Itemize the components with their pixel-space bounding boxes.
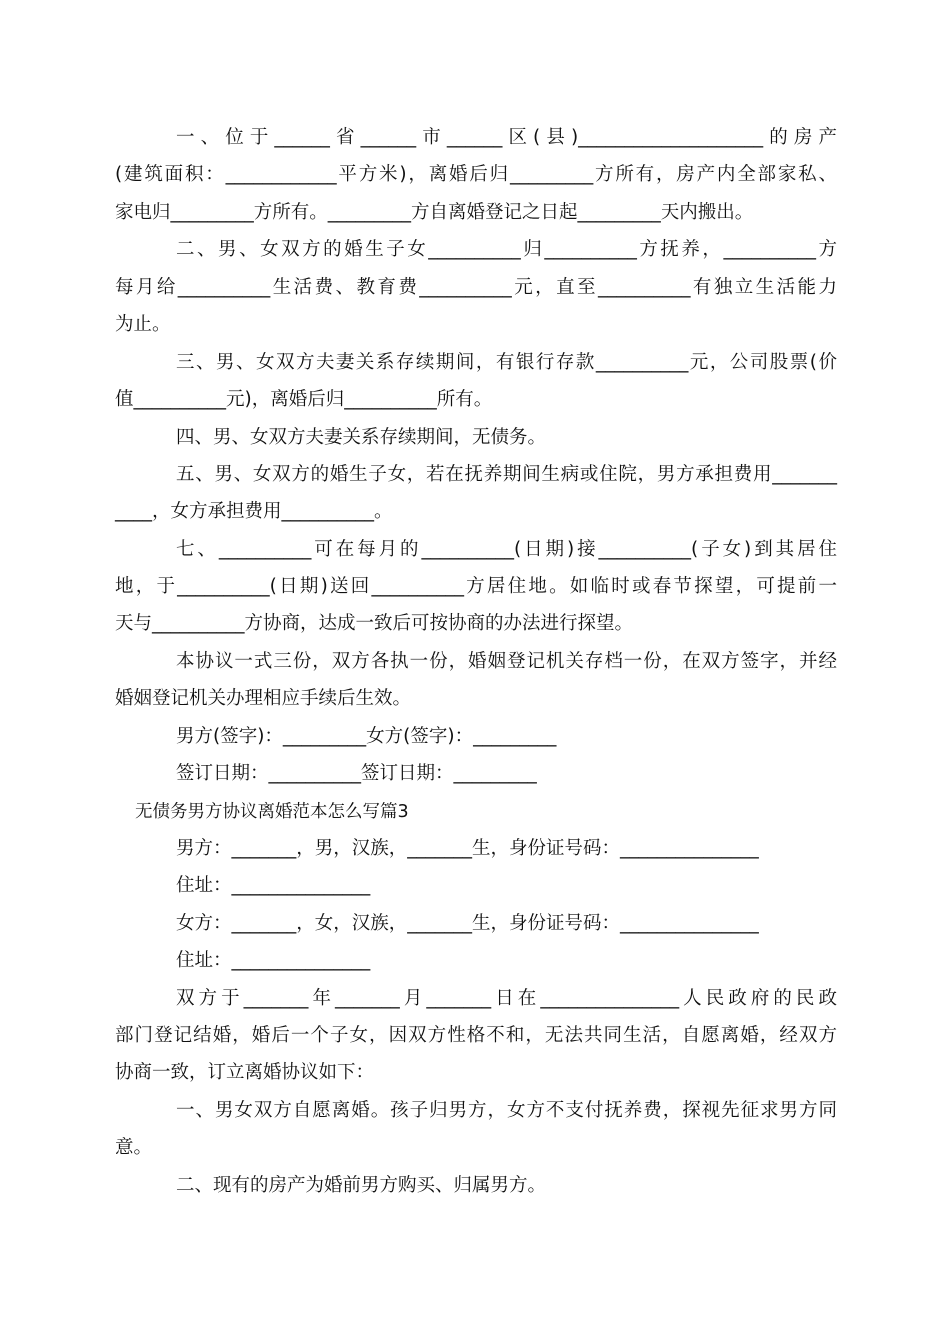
agreement-copies-line-1: 本协议一式三份，双方各执一份，婚姻登记机关存档一份，在双方签字，并经 xyxy=(176,651,837,672)
clause-3-line-2: 值__________元)，离婚后归__________所有。 xyxy=(115,389,493,410)
clause-7-line-3: 天与__________方协商，达成一致后可按协商的办法进行探望。 xyxy=(115,613,634,634)
wife-address-line: 住址：_______________ xyxy=(176,950,371,971)
clause-7-line-1: 七、__________可在每月的__________(日期)接__________(子女)到其居住 xyxy=(176,539,837,560)
clause-2-line-1: 二、男、女双方的婚生子女__________归__________方抚养，__________方 xyxy=(176,239,837,260)
clause-5-line-1: 五、男、女双方的婚生子女，若在抚养期间生病或住院，男方承担费用_______ xyxy=(176,464,837,485)
marriage-statement-line-3: 协商一致，订立离婚协议如下： xyxy=(115,1062,375,1083)
marriage-statement-line-1: 双方于_______年_______月_______日在_______________人民政府的民政 xyxy=(176,988,837,1009)
sign-date-line: 签订日期：__________签订日期：_________ xyxy=(176,763,537,784)
clause-2-line-3: 为止。 xyxy=(115,314,171,335)
wife-info-line: 女方：_______，女，汉族，_______生，身份证号码：_______________ xyxy=(176,913,759,934)
clause-4-line-1: 四、男、女双方夫妻关系存续期间，无债务。 xyxy=(176,427,547,448)
new-clause-1-line-1: 一、男女双方自愿离婚。孩子归男方，女方不支付抚养费，探视先征求男方同 xyxy=(176,1100,837,1121)
clause-2-line-2: 每月给__________生活费、教育费__________元，直至__________有独立生活能力 xyxy=(115,277,837,298)
agreement-copies-line-2: 婚姻登记机关办理相应手续后生效。 xyxy=(115,688,412,709)
new-clause-2-line-1: 二、现有的房产为婚前男方购买、归属男方。 xyxy=(176,1175,547,1196)
clause-1-line-1: 一、位于______省______市______区(县)____________________的房产 xyxy=(176,127,837,148)
clause-7-line-2: 地，于__________(日期)送回__________方居住地。如临时或春节探望，可提前一 xyxy=(115,576,837,597)
husband-address-line: 住址：_______________ xyxy=(176,875,371,896)
clause-1-line-2: (建筑面积：____________平方米)，离婚后归_________方所有，房产内全部家私、 xyxy=(115,164,837,185)
clause-1-line-3: 家电归_________方所有。_________方自离婚登记之日起_________天内搬出。 xyxy=(115,202,754,223)
clause-3-line-1: 三、男、女双方夫妻关系存续期间，有银行存款__________元，公司股票(价 xyxy=(176,352,837,373)
new-clause-1-line-2: 意。 xyxy=(115,1137,153,1158)
signature-line: 男方(签字)：_________女方(签字)：_________ xyxy=(176,726,557,747)
husband-info-line: 男方：_______，男，汉族，_______生，身份证号码：_______________ xyxy=(176,838,759,859)
section-heading: 无债务男方协议离婚范本怎么写篇3 xyxy=(135,802,409,822)
clause-5-line-2: ____，女方承担费用__________。 xyxy=(115,501,393,522)
marriage-statement-line-2: 部门登记结婚，婚后一个子女，因双方性格不和，无法共同生活，自愿离婚，经双方 xyxy=(115,1025,837,1046)
